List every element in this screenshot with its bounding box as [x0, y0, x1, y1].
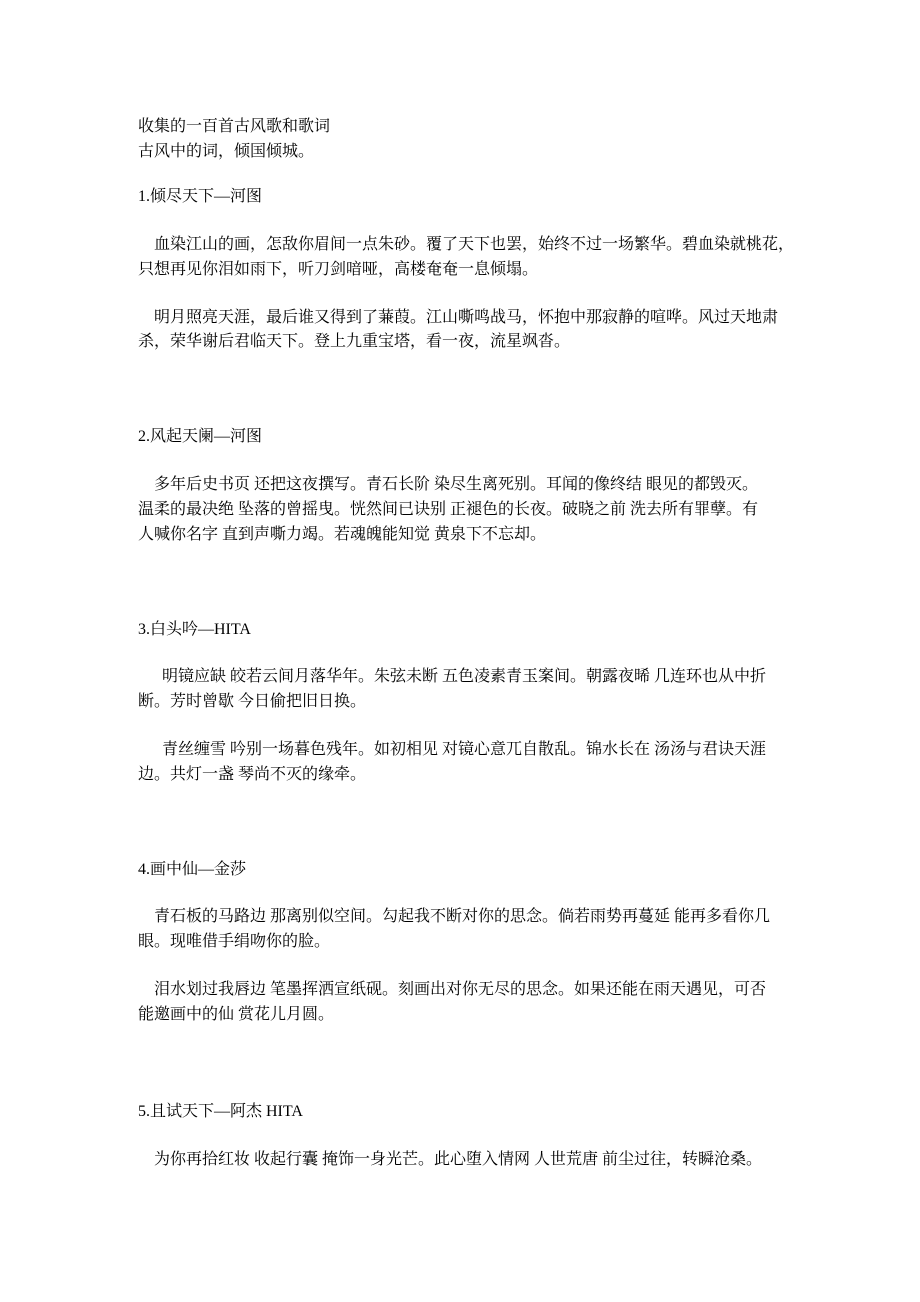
lyric-line: 血染江山的画，怎敌你眉间一点朱砂。覆了天下也罢，始终不过一场繁华。碧血染就桃花，: [154, 236, 795, 253]
lyric-line: 温柔的最决绝 坠落的曾摇曳。恍然间已诀别 正褪色的长夜。破晓之前 洗去所有罪孽。有: [138, 501, 759, 518]
song-heading: 1.倾尽天下—河图: [138, 188, 263, 205]
song-heading: 4.画中仙—金莎: [138, 861, 247, 878]
lyric-line: 杀，荣华谢后君临天下。登上九重宝塔，看一夜，流星飒沓。: [138, 333, 571, 350]
lyric-line: 多年后史书页 还把这夜撰写。青石长阶 染尽生离死别。耳闻的像终结 眼见的都毁灭。: [154, 476, 759, 493]
lyric-line: 断。芳时曾歇 今日偷把旧日换。: [138, 693, 367, 710]
lyric-line: 能邀画中的仙 赏花儿月圆。: [138, 1006, 335, 1023]
lyric-line: 明镜应缺 皎若云间月落华年。朱弦未断 五色凌素青玉案间。朝露夜晞 几连环也从中折: [162, 668, 767, 685]
doc-subtitle: 古风中的词，倾国倾城。: [138, 143, 315, 160]
lyric-line: 为你再拾红妆 收起行囊 掩饰一身光芒。此心堕入情网 人世荒唐 前尘过往，转瞬沧桑。: [154, 1151, 763, 1168]
lyric-line: 边。共灯一盏 琴尚不灭的缘牵。: [138, 766, 367, 783]
song-heading: 5.且试天下—阿杰 HITA: [138, 1103, 303, 1120]
lyric-line: 青石板的马路边 那离别似空间。勾起我不断对你的思念。倘若雨势再蔓延 能再多看你几: [154, 908, 771, 925]
lyric-line: 眼。现唯借手绢吻你的脸。: [138, 933, 331, 950]
doc-title: 收集的一百首古风歌和歌词: [138, 118, 331, 135]
song-heading: 2.风起天阑—河图: [138, 428, 263, 445]
lyric-line: 人喊你名字 直到声嘶力竭。若魂魄能知觉 黄泉下不忘却。: [138, 526, 547, 543]
lyric-line: 青丝缠雪 吟别一场暮色残年。如初相见 对镜心意兀自散乱。锦水长在 汤汤与君诀天涯: [162, 741, 767, 758]
song-heading: 3.白头吟—HITA: [138, 621, 251, 638]
lyric-line: 泪水划过我唇边 笔墨挥洒宣纸砚。刻画出对你无尽的思念。如果还能在雨天遇见，可否: [154, 981, 767, 998]
lyric-line: 明月照亮天涯，最后谁又得到了蒹葭。江山嘶鸣战马，怀抱中那寂静的喧哗。风过天地肃: [154, 309, 779, 326]
lyric-line: 只想再见你泪如雨下，听刀剑喑哑，高楼奄奄一息倾塌。: [138, 261, 539, 278]
